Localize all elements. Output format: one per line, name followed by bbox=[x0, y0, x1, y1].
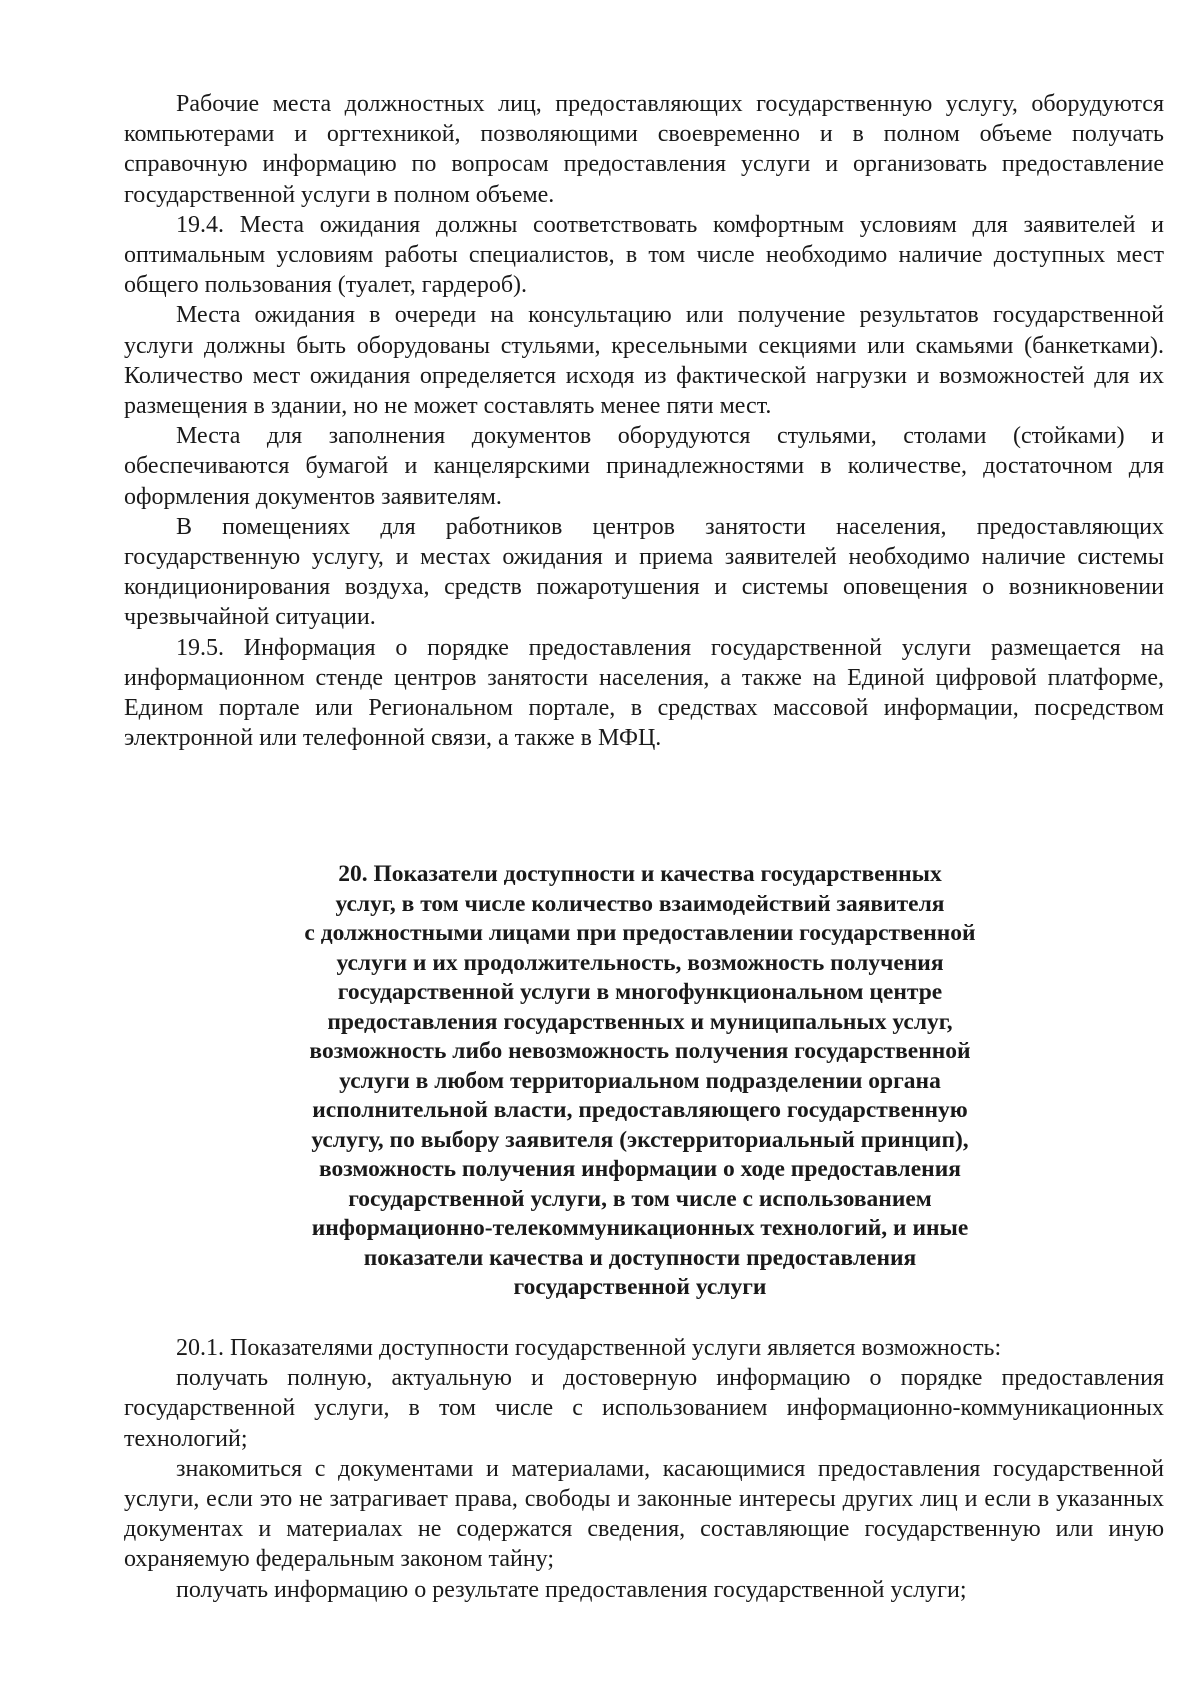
heading-line: исполнительной власти, предоставляющего государственную bbox=[312, 1097, 968, 1123]
body-text-bottom bbox=[124, 1333, 1164, 1605]
paragraph-full-information: получать полную, актуальную и достоверную информацию о порядке предоставления государственной услуги, в том числе с использованием информационно-коммуникационных технологий; bbox=[124, 1365, 1164, 1452]
heading-line: государственной услуги, в том числе с использованием bbox=[348, 1185, 932, 1212]
section-20-heading bbox=[200, 860, 1080, 1303]
paragraph-document-filling: Места для заполнения документов оборудуются стульями, столами (стойками) и обеспечиваются бумагой и канцелярскими принадлежностями в количестве, достаточном для оформления документов заявителям. bbox=[124, 423, 1164, 510]
heading-line: государственной услуги в многофункциональном центре bbox=[337, 979, 943, 1005]
heading-line: информационно-телекоммуникационных технологий, и иные bbox=[311, 1215, 969, 1241]
paragraph-19-4: 19.4. Места ожидания должны соответствовать комфортным условиям для заявителей и оптимальным условиям работы специалистов, в том числе необходимо наличие доступных мест общего пользования (туалет, гардероб). bbox=[124, 211, 1164, 299]
paragraph-documents-access: знакомиться с документами и материалами, касающимися предоставления государственной услуги, если это не затрагивает права, свободы и законные интересы других лиц и если в указанных документах и материалах не содержатся сведения, составляющие государственную или иную охраняемую федеральным законом тайну; bbox=[124, 1455, 1164, 1573]
paragraph-premises-systems: В помещениях для работников центров занятости населения, предоставляющих государственную услугу, и местах ожидания и приема заявителей необходимо наличие системы кондиционирования воздуха, средств пожаротушения и системы оповещения о возникновении чрезвычайной ситуации. bbox=[124, 513, 1164, 631]
paragraph-result-information: получать информацию о результате предоставления государственной услуги; bbox=[176, 1576, 967, 1603]
heading-line: возможность получения информации о ходе предоставления bbox=[319, 1156, 961, 1182]
paragraph-19-5: 19.5. Информация о порядке предоставления государственной услуги размещается на информационном стенде центров занятости населения, а также на Единой цифровой платформе, Едином портале или Региональном портале, в средствах массовой информации, посредством электронной или телефонной связи, а также в МФЦ. bbox=[124, 634, 1164, 752]
heading-line: предоставления государственных и муниципальных услуг, bbox=[327, 1008, 953, 1035]
heading-line: услуги в любом территориальном подразделении органа bbox=[339, 1067, 941, 1094]
heading-line: услуг, в том числе количество взаимодействий заявителя bbox=[335, 890, 945, 917]
heading-line: возможность либо невозможность получения государственной bbox=[309, 1038, 971, 1064]
heading-line: показатели качества и доступности предоставления bbox=[363, 1244, 917, 1271]
heading-line: услуги и их продолжительность, возможность получения bbox=[336, 949, 944, 976]
paragraph-waiting-places: Места ожидания в очереди на консультацию или получение результатов государственной услуги должны быть оборудованы стульями, кресельными секциями или скамьями (банкетками). Количество мест ожидания определяется исходя из фактической нагрузки и возможностей для их размещения в здании, но не может составлять менее пяти мест. bbox=[124, 302, 1164, 420]
heading-line: государственной услуги bbox=[513, 1274, 767, 1300]
body-text-top bbox=[124, 89, 1164, 753]
paragraph-20-1: 20.1. Показателями доступности государственной услуги является возможность: bbox=[176, 1335, 1002, 1361]
heading-line: услугу, по выбору заявителя (экстерриториальный принцип), bbox=[311, 1126, 969, 1153]
heading-line: 20. Показатели доступности и качества государственных bbox=[338, 861, 942, 887]
heading-line: с должностными лицами при предоставлении государственной bbox=[304, 920, 976, 946]
paragraph-workplaces: Рабочие места должностных лиц, предоставляющих государственную услугу, оборудуются компьютерами и оргтехникой, позволяющими своевременно и в полном объеме получать справочную информацию по вопросам предоставления услуги и организовать предоставление государственной услуги в полном объеме. bbox=[124, 91, 1164, 208]
